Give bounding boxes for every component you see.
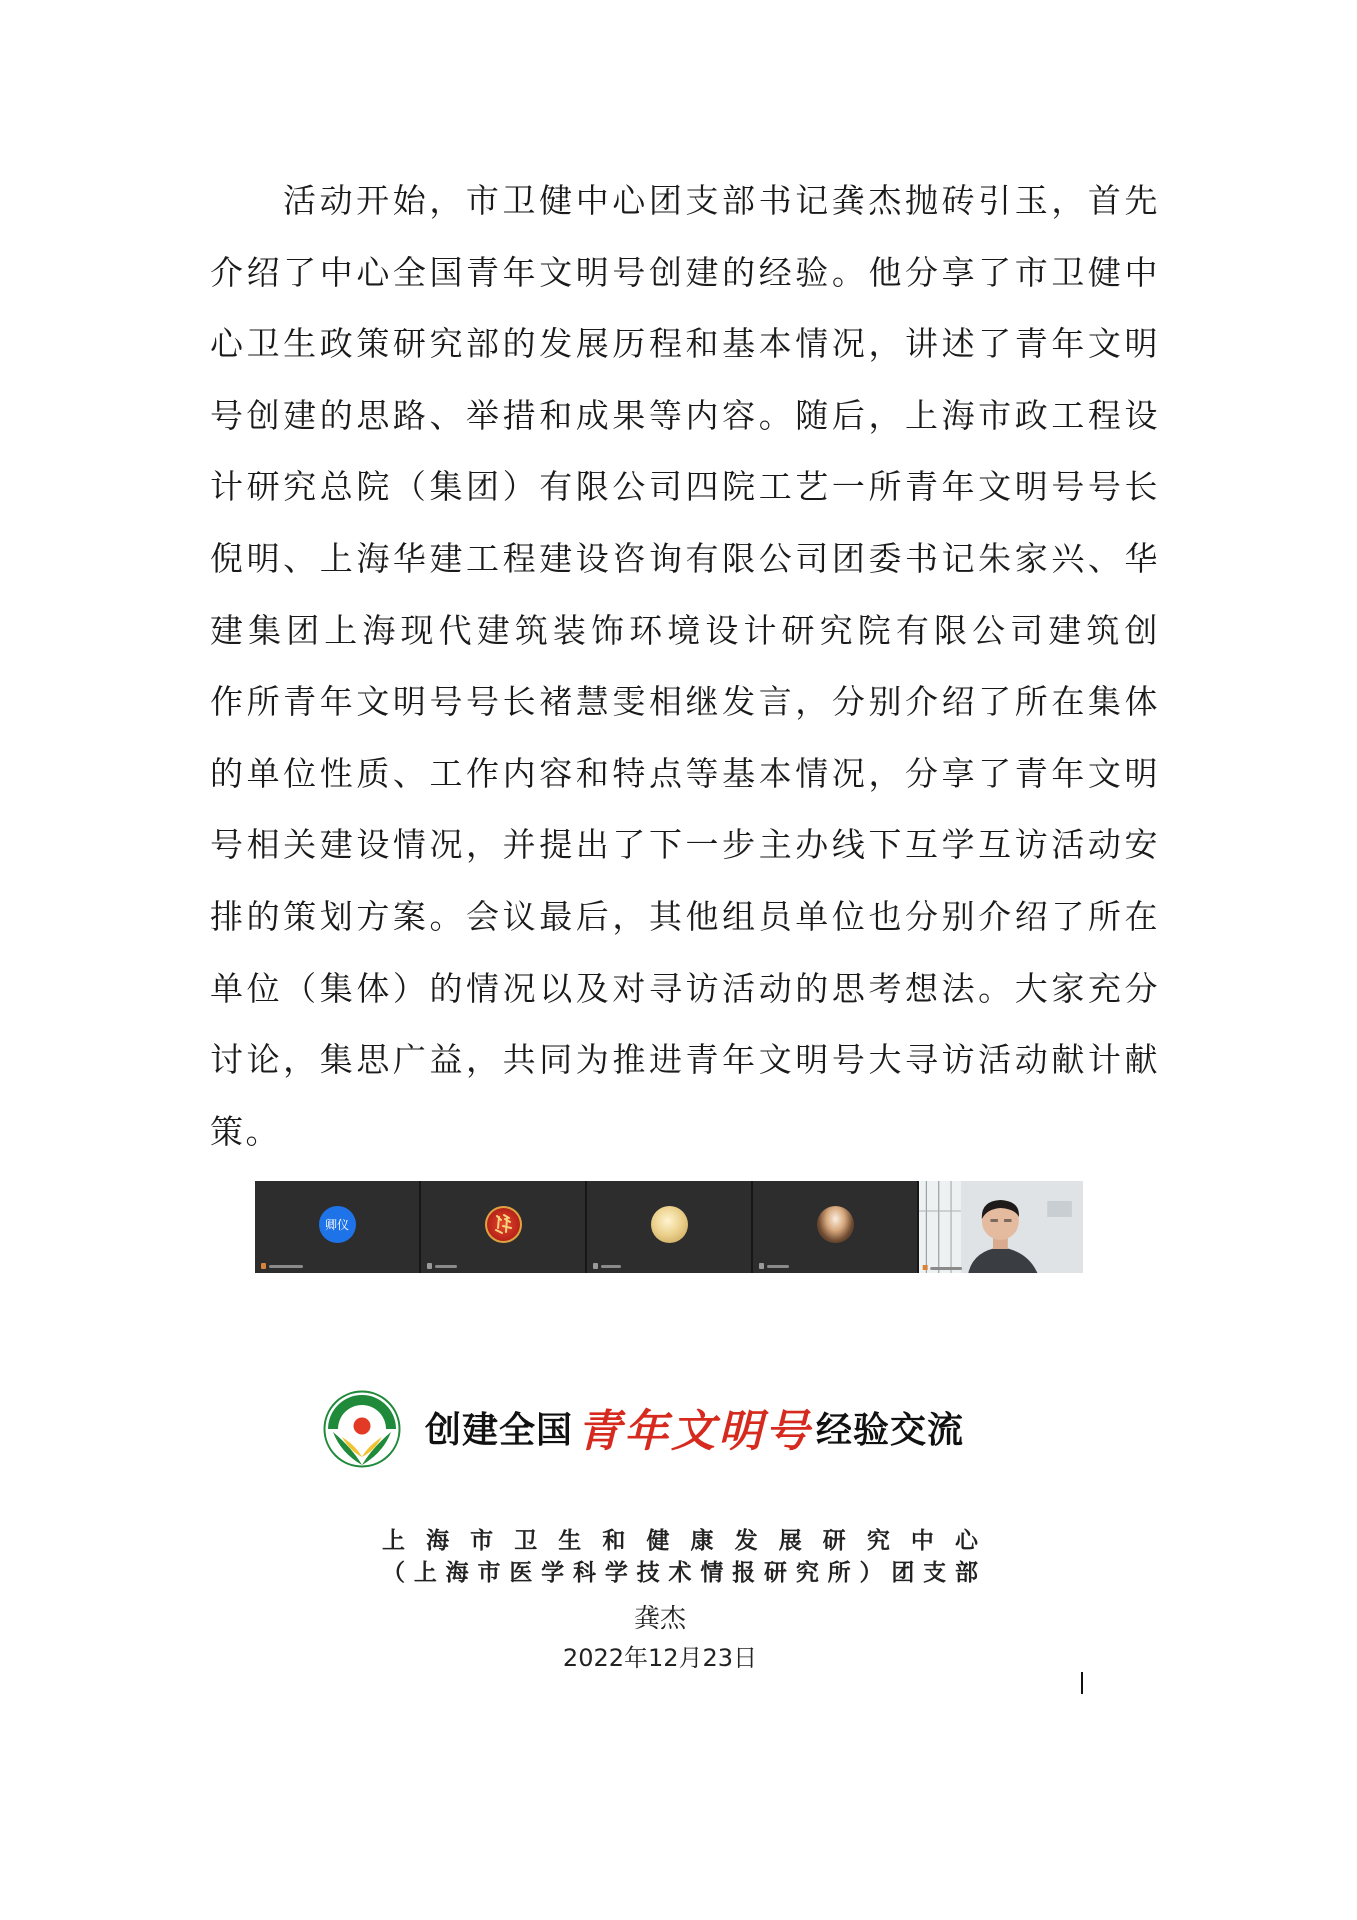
paragraph-line: 的单位性质、工作内容和特点等基本情况，分享了青年文明 <box>210 753 1160 793</box>
title-prefix: 创建全国 <box>425 1409 574 1451</box>
body-paragraph <box>210 165 1160 1167</box>
paragraph-line: 作所青年文明号号长褚慧雯相继发言，分别介绍了所在集体 <box>210 682 1160 722</box>
participant-tile <box>421 1181 585 1273</box>
text-cursor-mark <box>1081 1672 1083 1694</box>
paragraph-line: 心卫生政策研究部的发展历程和基本情况，讲述了青年文明 <box>210 324 1160 364</box>
mic-icon <box>427 1263 432 1269</box>
name-bar <box>601 1265 621 1268</box>
paragraph-line: 策。 <box>210 1111 281 1151</box>
name-bar <box>767 1265 789 1268</box>
participant-name-label <box>261 1263 303 1269</box>
paragraph-line: 介绍了中心全国青年文明号创建的经验。他分享了市卫健中 <box>210 252 1160 292</box>
organization-subname: （上海市医学科学技术情报研究所）团支部 <box>382 1559 978 1586</box>
participant-name-label <box>593 1263 621 1269</box>
participant-tile <box>753 1181 917 1273</box>
paragraph-line: 活动开始，市卫健中心团支部书记龚杰抛砖引玉，首先 <box>283 181 1160 220</box>
mic-icon <box>759 1263 764 1269</box>
participant-video-tile <box>919 1181 1083 1273</box>
paragraph-line: 建集团上海现代建筑装饰环境设计研究院有限公司建筑创 <box>210 610 1160 650</box>
paragraph-line: 计研究总院（集团）有限公司四院工艺一所青年文明号号长 <box>210 467 1160 507</box>
participant-tile <box>587 1181 751 1273</box>
red-calligraphy-avatar <box>485 1206 522 1243</box>
paragraph-line: 号相关建设情况，并提出了下一步主办线下互学互访活动安 <box>210 825 1160 865</box>
title-highlight: 青年文明号 <box>577 1406 813 1457</box>
name-bar <box>435 1265 457 1268</box>
gold-flower-avatar <box>651 1206 688 1243</box>
paragraph-line: 号创建的思路、举措和成果等内容。随后，上海市政工程设 <box>210 395 1160 435</box>
initials-avatar: 卿仪 <box>319 1206 356 1243</box>
participant-tile <box>255 1181 419 1273</box>
mic-icon <box>593 1263 598 1269</box>
paragraph-line: 倪明、上海华建工程建设咨询有限公司团委书记朱家兴、华 <box>210 538 1160 578</box>
presenter-name: 龚杰 <box>633 1604 686 1634</box>
paragraph-line: 讨论，集思广益，共同为推进青年文明号大寻访活动献计献 <box>210 1040 1160 1080</box>
name-bar <box>269 1265 303 1268</box>
youth-civilization-logo <box>323 1390 401 1468</box>
shell-avatar <box>817 1206 854 1243</box>
participant-name-label <box>427 1263 457 1269</box>
participant-name-label <box>759 1263 789 1269</box>
mic-icon <box>261 1263 266 1269</box>
title-suffix: 经验交流 <box>816 1409 965 1451</box>
slide-title <box>425 1400 965 1457</box>
calligraphy-mark-icon <box>485 1206 522 1243</box>
camera-video-feed <box>919 1181 1083 1273</box>
paragraph-line: 排的策划方案。会议最后，其他组员单位也分别介绍了所在 <box>210 896 1160 936</box>
presentation-date: 2022年12月23日 <box>562 1644 758 1672</box>
meeting-screenshot <box>255 1181 1083 1273</box>
paragraph-line: 单位（集体）的情况以及对寻访活动的思考想法。大家充分 <box>210 968 1160 1008</box>
organization-name: 上海市卫生和健康发展研究中心 <box>382 1527 978 1554</box>
